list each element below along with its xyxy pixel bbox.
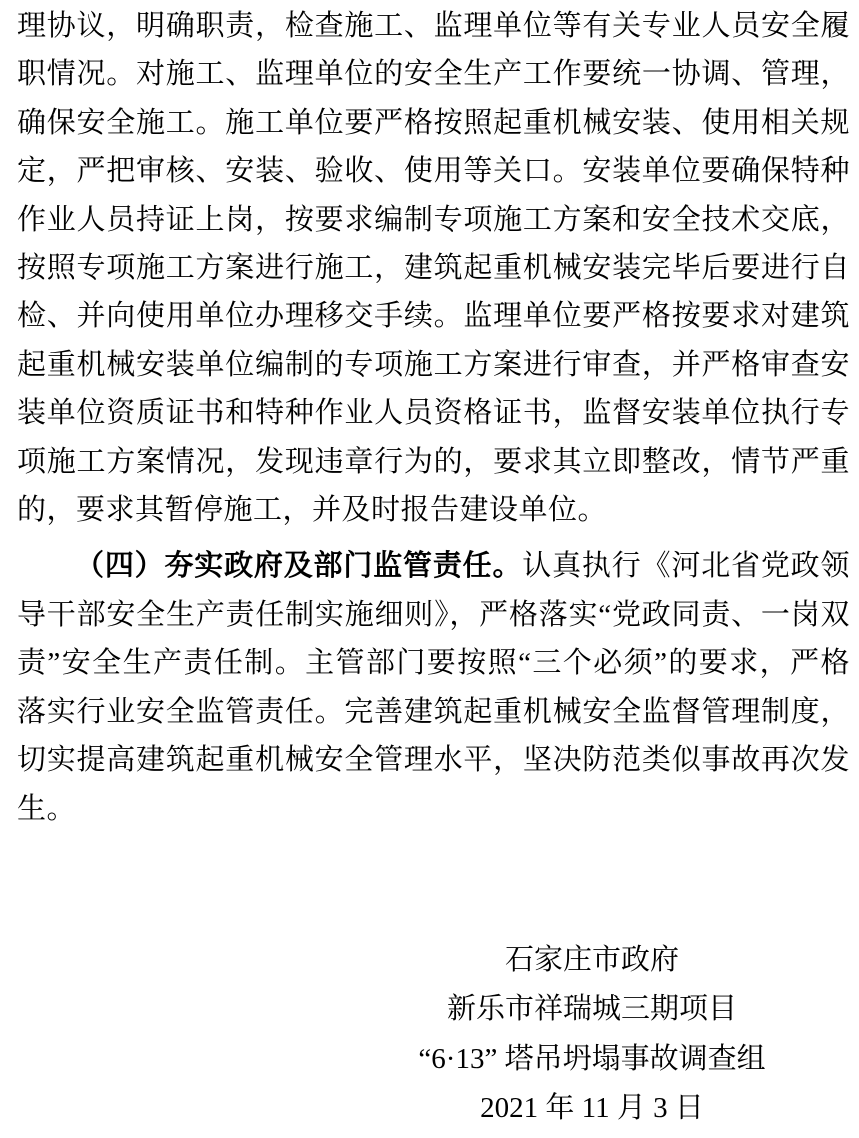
signature-issuer-government: 石家庄市政府 (504, 943, 679, 976)
signature-investigation-team: “6·13” 塔吊坍塌事故调查组 (418, 1042, 766, 1075)
signature-block (372, 936, 812, 1134)
signature-date: 2021 年 11 月 3 日 (480, 1092, 704, 1125)
section4-heading: （四）夯实政府及部门监管责任。 (75, 550, 523, 583)
paragraph-section4 (17, 542, 850, 832)
signature-project-name: 新乐市祥瑞城三期项目 (446, 993, 737, 1026)
section4-body-text: 认真执行《河北省党政领导干部安全生产责任制实施细则》，严格落实“党政同责、一岗双责”安全生产责任制。主管部门要按照“三个必须”的要求，严格落实行业安全监管责任。完善建筑起重机械安全监督管理制度，切实提高建筑起重机械安全管理水平，坚决防范类似事故再次发生。 (17, 550, 850, 825)
paragraph-continuation: 理协议，明确职责，检查施工、监理单位等有关专业人员安全履职情况。对施工、监理单位的安全生产工作要统一协调、管理，确保安全施工。施工单位要严格按照起重机械安装、使用相关规定，严把审核、安装、验收、使用等关口。安装单位要确保特种作业人员持证上岗，按要求编制专项施工方案和安全技术交底，按照专项施工方案进行施工，建筑起重机械安装完毕后要进行自检、并向使用单位办理移交手续。监理单位要严格按要求对建筑起重机械安装单位编制的专项施工方案进行审查，并严格审查安装单位资质证书和特种作业人员资格证书，监督安装单位执行专项施工方案情况，发现违章行为的，要求其立即整改，情节严重的，要求其暂停施工，并及时报告建设单位。 (17, 10, 850, 527)
document-body (17, 2, 850, 1134)
